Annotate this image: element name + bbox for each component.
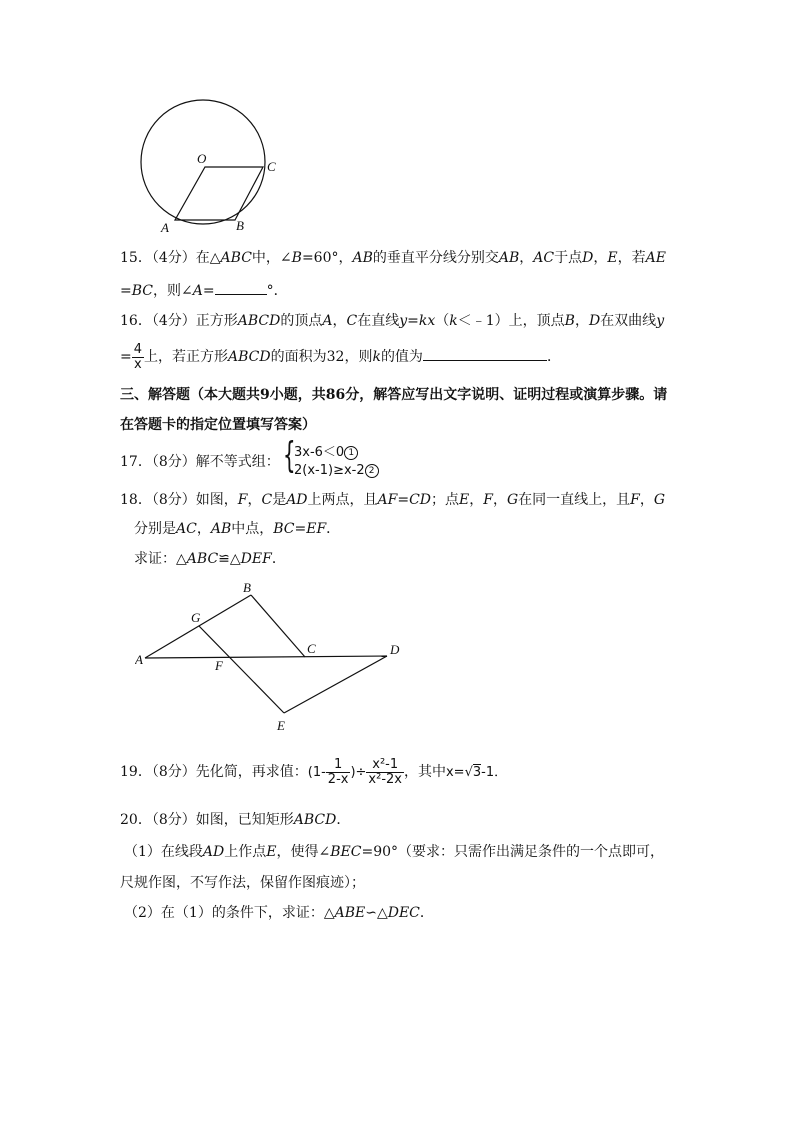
triangles-figure xyxy=(135,578,415,738)
label-f: F xyxy=(215,658,223,673)
parallelogram-oabc xyxy=(175,167,263,220)
label-b: B xyxy=(236,218,244,233)
circled-number-2: 2 xyxy=(365,464,379,478)
segment-ad xyxy=(145,656,387,658)
q20-part1-line2: 尺规作图，不写作法，保留作图痕迹）； xyxy=(120,875,365,891)
label-a: A xyxy=(161,220,169,235)
answer-blank-q16[interactable] xyxy=(423,346,547,361)
label-b: B xyxy=(243,580,251,595)
q20-part1-line1: （1）在线段AD上作点E，使得∠BEC=90°（要求：只需作出满足条件的一个点即可， xyxy=(124,844,665,860)
label-c: C xyxy=(267,159,276,174)
q15-line2: =BC，则∠A= °． xyxy=(120,280,288,301)
section3-heading-line1: 三、解答题（本大题共9小题，共86分，解答应写出文字说明、证明过程或演算步骤。请 xyxy=(120,387,668,403)
label-e: E xyxy=(277,718,285,733)
q18-line2: 分别是AC，AB中点，BC=EF． xyxy=(134,521,341,537)
fraction-x2-1-over-x2-2x: $\frac{\text{x²-1}}{\text{x²-2x}}$ xyxy=(368,756,402,787)
fraction-1-over-2-minus-x: $\frac{1}{2-x}$ xyxy=(327,756,349,787)
q15-line1: 15．（4分）在△ABC中，∠B=60°，AB的垂直平分线分别交AB，AC于点D，E，若AE xyxy=(120,250,666,266)
q20-line1: 20．（8分）如图，已知矩形ABCD． xyxy=(120,812,351,828)
inequality-1: 3x-6＜0 1 xyxy=(294,441,358,460)
segment-bc xyxy=(251,595,305,657)
q20-part2: （2）在（1）的条件下，求证：△ABE∽△DEC． xyxy=(124,905,434,921)
answer-blank-q15[interactable] xyxy=(215,280,267,295)
label-o: O xyxy=(197,151,207,166)
q16-line1: 16．（4分）正方形ABCD的顶点A，C在直线y=kx（k＜﹣1）上，顶点B，D在双曲线y xyxy=(120,313,665,329)
q17-label: 17．（8分）解不等式组： xyxy=(120,454,280,470)
q16-line2: = $\frac{4}{x}$ 上，若正方形ABCD的面积为32，则k的值为 ． xyxy=(120,341,561,372)
label-g: G xyxy=(191,610,201,625)
segment-ge xyxy=(199,626,284,713)
circled-number-1: 1 xyxy=(344,446,358,460)
section3-heading-line2: 在答题卡的指定位置填写答案） xyxy=(120,417,316,433)
inequality-2: 2(x-1)≥x-2 2 xyxy=(294,463,379,478)
label-d: D xyxy=(390,642,400,657)
label-c: C xyxy=(307,641,316,656)
fraction-4-over-x: $\frac{4}{x}$ xyxy=(133,341,143,372)
sqrt-sign: √ xyxy=(464,765,473,780)
label-a: A xyxy=(135,652,143,667)
circle-figure xyxy=(135,95,285,235)
q18-line1: 18．（8分）如图，F，C是AD上两点，且AF=CD；点E，F，G在同一直线上，且F，G xyxy=(120,492,666,508)
q19-line: 19．（8分）先化简，再求值：(1- $\frac{1}{2-x}$ )÷ $\frac{\text{x²-1}}{\text{x²-2x}}$ ，其中x=√3-1． xyxy=(120,756,508,787)
q18-line3: 求证：△ABC≌△DEF． xyxy=(134,551,286,567)
segment-ab xyxy=(145,595,251,658)
system-brace: { xyxy=(283,435,296,476)
segment-ed xyxy=(284,656,387,713)
